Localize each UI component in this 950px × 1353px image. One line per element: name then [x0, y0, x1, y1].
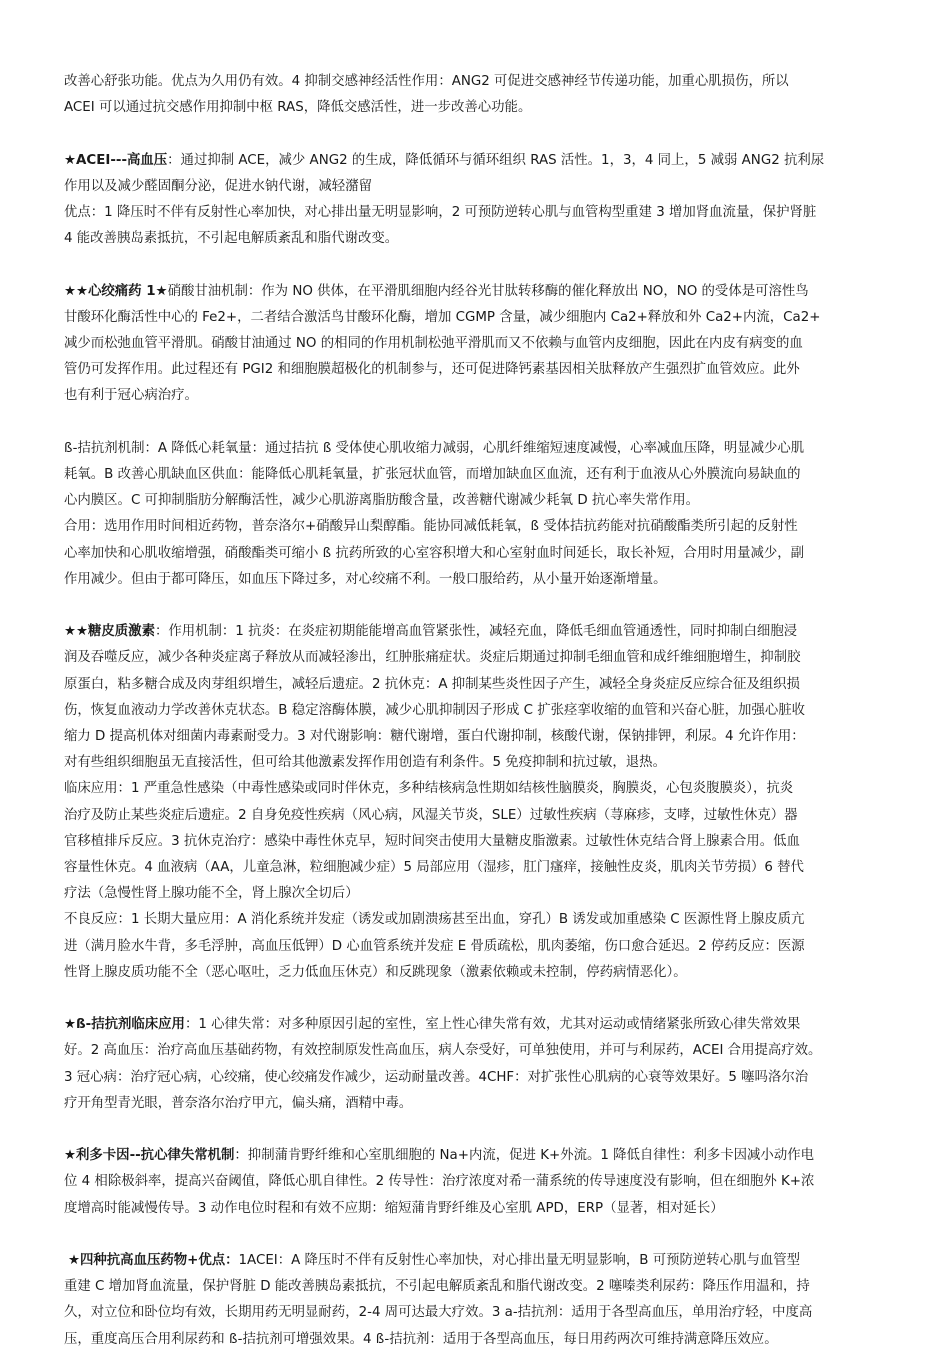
text-line [64, 803, 902, 829]
section-heading: ★四种抗高血压药物+优点： [68, 1253, 239, 1269]
body-text: ：抑制蒲肯野纤维和心室肌细胞的 Na+内流，促进 K+外流。1 降低自律性：利多卡因减小动作电 [234, 1148, 814, 1164]
body-text: 作用以及减少醛固酮分泌，促进水钠代谢，减轻潴留 [64, 178, 372, 194]
text-line [64, 1012, 902, 1038]
body-text: ACEI 可以通过抗交感作用抑制中枢 RAS，降低交感活性，进一步改善心功能。 [64, 100, 532, 116]
text-line [64, 488, 902, 514]
text-line [64, 1091, 902, 1117]
body-text: 硝酸甘油机制：作为 NO 供体，在平滑肌细胞内经谷光甘肽转移酶的催化释放出 NO，NO 的受体是可溶性鸟 [167, 283, 809, 299]
body-text: 减少而松弛血管平滑肌。硝酸甘油通过 NO 的相同的作用机制松弛平滑肌而又不依赖与血管内皮细胞，因此在内皮有病变的血 [64, 336, 803, 351]
body-text: 重建 C 增加肾血流量，保护肾脏 D 能改善胰岛素抵抗，不引起电解质紊乱和脂代谢改变。2 噻嗪类利尿药：降压作用温和，持 [64, 1279, 810, 1295]
body-text: 原蛋白，粘多糖合成及肉芽组织增生，减轻后遗症。2 抗休克：A 抑制某些炎性因子产生，减轻全身炎症反应综合征及组织损 [64, 676, 800, 692]
text-line [64, 200, 902, 226]
body-text: 度增高时能减慢传导。3 动作电位时程和有效不应期：缩短蒲肯野纤维及心室肌 APD，ERP（显著，相对延长） [64, 1200, 724, 1216]
body-text: 改善心舒张功能。优点为久用仍有效。4 抑制交感神经活性作用：ANG2 可促进交感神经节传递功能，加重心肌损伤，所以 [64, 74, 789, 89]
text-line [64, 855, 902, 881]
body-text: 位 4 相除极斜率，提高兴奋阈值，降低心肌自律性。2 传导性：治疗浓度对希一蒲系统的传导速度没有影响，但在细胞外 K+浓 [64, 1174, 815, 1190]
body-text: 合用：选用作用时间相近药物，普奈洛尔+硝酸异山梨醇酯。能协同减低耗氧，ß 受体拮抗药能对抗硝酸酯类所引起的反射性 [64, 519, 798, 535]
body-text: 容量性休克。4 血液病（AA，儿童急淋，粒细胞减少症）5 局部应用（湿疹，肛门瘙痒，接触性皮炎，肌肉关节劳损）6 替代 [64, 860, 804, 876]
body-text: 对有些组织细胞虽无直接活性，但可给其他激素发挥作用创造有利条件。5 免疫抑制和抗过敏，退热。 [64, 755, 666, 771]
text-line [64, 1169, 902, 1195]
section-heading: ★利多卡因--抗心律失常机制 [64, 1148, 235, 1164]
body-text: 管仍可发挥作用。此过程还有 PGI2 和细胞膜超极化的机制参与，还可促进降钙素基因相关肽释放产生强烈扩血管效应。此外 [64, 362, 800, 378]
body-text: 治疗及防止某些炎症后遗症。2 自身免疫性疾病（风心病，风湿关节炎，SLE）过敏性疾病（荨麻疹，支哮，过敏性休克）器 [64, 807, 798, 823]
section-heading: ★ß-拮抗剂临床应用 [64, 1017, 185, 1033]
text-line [64, 567, 902, 593]
body-text: 久，对立位和卧位均有效，长期用药无明显耐药，2-4 周可达最大疗效。3 a-拮抗剂：适用于各型高血压，单用治疗轻，中度高 [64, 1305, 813, 1321]
body-text: 缩力 D 提高机体对细菌内毒素耐受力。3 对代谢影响：糖代谢增，蛋白代谢抑制，核酸代谢，保钠排钾，利尿。4 允许作用： [64, 729, 805, 745]
body-text: 疗法（急慢性肾上腺功能不全，肾上腺次全切后） [64, 886, 359, 902]
text-line [64, 174, 902, 200]
body-text: 好。2 高血压：治疗高血压基础药物，有效控制原发性高血压，病人奈受好，可单独使用，并可与利尿药，ACEI 合用提高疗效。 [64, 1043, 822, 1059]
text-line [64, 1300, 902, 1326]
body-text: ：通过抑制 ACE，减少 ANG2 的生成，降低循环与循环组织 RAS 活性。1，3，4 同上，5 减弱 ANG2 抗利尿 [167, 152, 825, 168]
body-text: 不良反应：1 长期大量应用：A 消化系统并发症（诱发或加剧溃疡甚至出血，穿孔）B 诱发或加重感染 C 医源性肾上腺皮质亢 [64, 912, 805, 928]
body-text: 性肾上腺皮质功能不全（恶心呕吐，乏力低血压休克）和反跳现象（激素依赖或未控制，停药病情恶化）。 [64, 964, 687, 980]
text-line [64, 776, 902, 802]
body-text: 润及吞噬反应，减少各种炎症离子释放从而减轻渗出，红肿胀痛症状。炎症后期通过抑制毛细血管和成纤维细胞增生，抑制胶 [64, 650, 801, 666]
text-line [64, 881, 902, 907]
text-line [64, 724, 902, 750]
text-line [64, 1327, 902, 1353]
body-text: ：作用机制：1 抗炎：在炎症初期能能增高血管紧张性，减轻充血，降低毛细血管通透性，同时抑制白细胞浸 [154, 624, 798, 640]
body-text: 耗氧。B 改善心肌缺血区供血：能降低心肌耗氧量，扩张冠状血管，而增加缺血区血流，还有利于血液从心外膜流向易缺血的 [64, 467, 801, 482]
text-line [64, 383, 902, 409]
body-text: 作用减少。但由于都可降压，如血压下降过多，对心绞痛不利。一般口服给药，从小量开始逐渐增量。 [64, 571, 667, 587]
paragraph-gap [64, 121, 902, 147]
text-line [64, 1274, 902, 1300]
section-heading: ★ACEI---高血压 [64, 152, 168, 168]
body-text: 也有利于冠心病治疗。 [64, 388, 198, 404]
paragraph-gap [64, 593, 902, 619]
body-text: 甘酸环化酶活性中心的 Fe2+，二者结合激活鸟甘酸环化酶，增加 CGMP 含量，减少细胞内 Ca2+释放和外 Ca2+内流，Ca2+ [64, 309, 821, 325]
text-line [64, 305, 902, 331]
body-text: 心内膜区。C 可抑制脂肪分解酶活性，减少心肌游离脂肪酸含量，改善糖代谢减少耗氧 D 抗心率失常作用。 [64, 493, 700, 509]
section-heading: ★★糖皮质激素 [64, 624, 155, 640]
body-text: 压，重度高压合用利尿药和 ß-拮抗剂可增强效果。4 ß-拮抗剂：适用于各型高血压，每日用药两次可维持满意降压效应。 [64, 1331, 778, 1347]
text-line [64, 1196, 902, 1222]
text-line [64, 829, 902, 855]
text-line [64, 619, 902, 645]
body-text: 优点：1 降压时不伴有反射性心率加快，对心排出量无明显影响，2 可预防逆转心肌与血管构型重建 3 增加肾血流量，保护肾脏 [64, 205, 817, 220]
body-text: ：1 心律失常：对多种原因引起的室性，室上性心律失常有效，尤其对运动或情绪紧张所致心律失常效果 [184, 1017, 801, 1033]
body-text: ß-拮抗剂机制：A 降低心耗氧量：通过拮抗 ß 受体使心肌收缩力减弱，心肌纤维缩短速度减慢，心率减血压降，明显减少心肌 [64, 440, 805, 456]
text-line [64, 1248, 902, 1274]
body-text: 心率加快和心肌收缩增强，硝酸酯类可缩小 ß 抗药所致的心室容积增大和心室射血时间延长，取长补短，合用时用量减少，副 [64, 545, 805, 561]
paragraph-gap [64, 1117, 902, 1143]
text-line [64, 1038, 902, 1064]
text-line [64, 514, 902, 540]
paragraph-gap [64, 252, 902, 278]
text-line [64, 960, 902, 986]
text-line [64, 226, 902, 252]
document-page [64, 69, 902, 1353]
paragraph-gap [64, 986, 902, 1012]
text-line [64, 148, 902, 174]
text-line [64, 331, 902, 357]
body-text: 临床应用：1 严重急性感染（中毒性感染或同时伴休克，多种结核病急性期如结核性脑膜炎，胸膜炎，心包炎腹膜炎），抗炎 [64, 781, 794, 797]
body-text: 4 能改善胰岛素抵抗，不引起电解质紊乱和脂代谢改变。 [64, 231, 399, 247]
text-line [64, 357, 902, 383]
text-line [64, 279, 902, 305]
text-line [64, 436, 902, 462]
text-line [64, 934, 902, 960]
text-line [64, 750, 902, 776]
paragraph-gap [64, 1222, 902, 1248]
body-text: 疗开角型青光眼，普奈洛尔治疗甲亢，偏头痛，酒精中毒。 [64, 1095, 413, 1111]
body-text: 伤，恢复血液动力学改善休克状态。B 稳定溶酶体膜，减少心肌抑制因子形成 C 扩张痉挛收缩的血管和兴奋心脏，加强心脏收 [64, 702, 806, 718]
text-line [64, 907, 902, 933]
text-line [64, 1065, 902, 1091]
text-line [64, 672, 902, 698]
text-line [64, 698, 902, 724]
body-text: 进（满月脸水牛背，多毛浮肿，高血压低钾）D 心血管系统并发症 E 骨质疏松，肌肉萎缩，伤口愈合延迟。2 停药反应：医源 [64, 938, 805, 954]
text-line [64, 462, 902, 488]
section-heading: ★★心绞痛药 1★ [64, 283, 168, 299]
body-text: 3 冠心病：治疗冠心病，心绞痛，使心绞痛发作减少，运动耐量改善。4CHF：对扩张性心肌病的心衰等效果好。5 噻吗洛尔治 [64, 1069, 809, 1085]
text-line [64, 1143, 902, 1169]
text-line [64, 645, 902, 671]
text-line [64, 541, 902, 567]
paragraph-gap [64, 410, 902, 436]
body-text: 官移植排斥反应。3 抗休克治疗：感染中毒性休克早，短时间突击使用大量糖皮脂激素。过敏性休克结合肾上腺素合用。低血 [64, 833, 800, 849]
text-line [64, 69, 902, 95]
text-line [64, 95, 902, 121]
body-text: 1ACEI：A 降压时不伴有反射性心率加快，对心排出量无明显影响，B 可预防逆转心肌与血管型 [238, 1253, 801, 1269]
